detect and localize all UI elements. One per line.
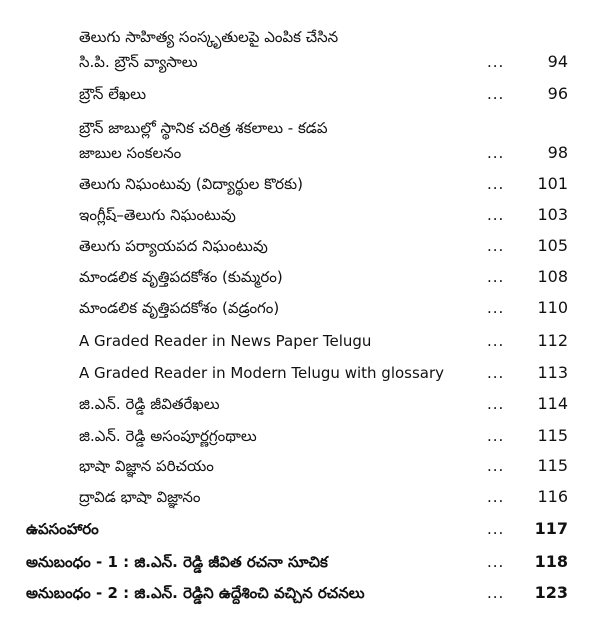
toc-page-number: 115 [537,426,568,445]
toc-page-number: 118 [534,552,568,571]
toc-page-number: 117 [534,519,568,538]
toc-entry-title: భాషా విజ్ఞాన పరిచయం [79,457,214,475]
toc-page-number: 123 [534,583,568,602]
toc-page-number: 113 [537,363,568,382]
toc-leader-dots: ... [487,144,505,162]
toc-entry-title: తెలుగు సాహిత్య సంస్కృతులపై ఎంపిక చేసిన [79,28,339,46]
toc-page-number: 108 [537,267,568,286]
toc-page-number: 103 [537,205,568,224]
toc-page-number: 101 [537,174,568,193]
toc-page-number: 96 [547,84,568,103]
toc-leader-dots: ... [487,584,505,602]
toc-entry-title: జి.ఎన్. రెడ్డి జీవితరేఖలు [79,395,220,413]
toc-entry-title: ఇంగ్లీష్–తెలుగు నిఘంటువు [79,206,236,224]
toc-leader-dots: ... [487,237,505,255]
toc-leader-dots: ... [487,553,505,571]
toc-leader-dots: ... [487,364,505,382]
toc-page-number: 98 [547,143,568,162]
toc-leader-dots: ... [487,395,505,413]
toc-entry-title: A Graded Reader in News Paper Telugu [79,332,372,350]
toc-section-title: అనుబంధం - 1 : జి.ఎన్. రెడ్డి జీవిత రచనా సూచిక [26,553,328,571]
toc-leader-dots: ... [487,175,505,193]
toc-entry-title: తెలుగు నిఘంటువు (విద్యార్థుల కొరకు) [79,175,303,193]
toc-leader-dots: ... [487,332,505,350]
toc-page-number: 94 [547,52,568,71]
toc-entry-title: A Graded Reader in Modern Telugu with glossary [79,364,445,382]
toc-page-number: 112 [537,331,568,350]
toc-leader-dots: ... [487,520,505,538]
toc-leader-dots: ... [487,457,505,475]
toc-section-title: ఉపసంహారం [26,520,99,538]
toc-page-number: 116 [537,487,568,506]
toc-page-number: 115 [537,456,568,475]
toc-entry-title: మాండలిక వృత్తిపదకోశం (కుమ్మరం) [79,268,283,286]
toc-leader-dots: ... [487,85,505,103]
toc-leader-dots: ... [487,427,505,445]
toc-leader-dots: ... [487,268,505,286]
toc-entry-title: జి.ఎన్. రెడ్డి అసంపూర్ణగ్రంథాలు [79,427,257,445]
toc-leader-dots: ... [487,206,505,224]
toc-entry-title: జాబుల సంకలనం [79,144,182,162]
toc-page-number: 105 [537,236,568,255]
toc-section-title: అనుబంధం - 2 : జి.ఎన్. రెడ్డిని ఉద్దేశించి వచ్చిన రచనలు [26,584,365,602]
toc-entry-title: బ్రౌన్ జాబుల్లో స్థానిక చరిత్ర శకలాలు - కడప [79,119,328,137]
toc-leader-dots: ... [487,53,505,71]
toc-entry-title: సి.పి. బ్రౌన్ వ్యాసాలు [79,53,198,71]
toc-page-number: 114 [537,394,568,413]
toc-page-number: 110 [537,298,568,317]
toc-entry-title: తెలుగు పర్యాయపద నిఘంటువు [79,237,268,255]
toc-leader-dots: ... [487,488,505,506]
toc-leader-dots: ... [487,299,505,317]
toc-entry-title: ద్రావిడ భాషా విజ్ఞానం [79,488,201,506]
toc-entry-title: మాండలిక వృత్తిపదకోశం (వడ్రంగం) [79,299,280,317]
toc-entry-title: బ్రౌన్ లేఖలు [79,85,147,103]
